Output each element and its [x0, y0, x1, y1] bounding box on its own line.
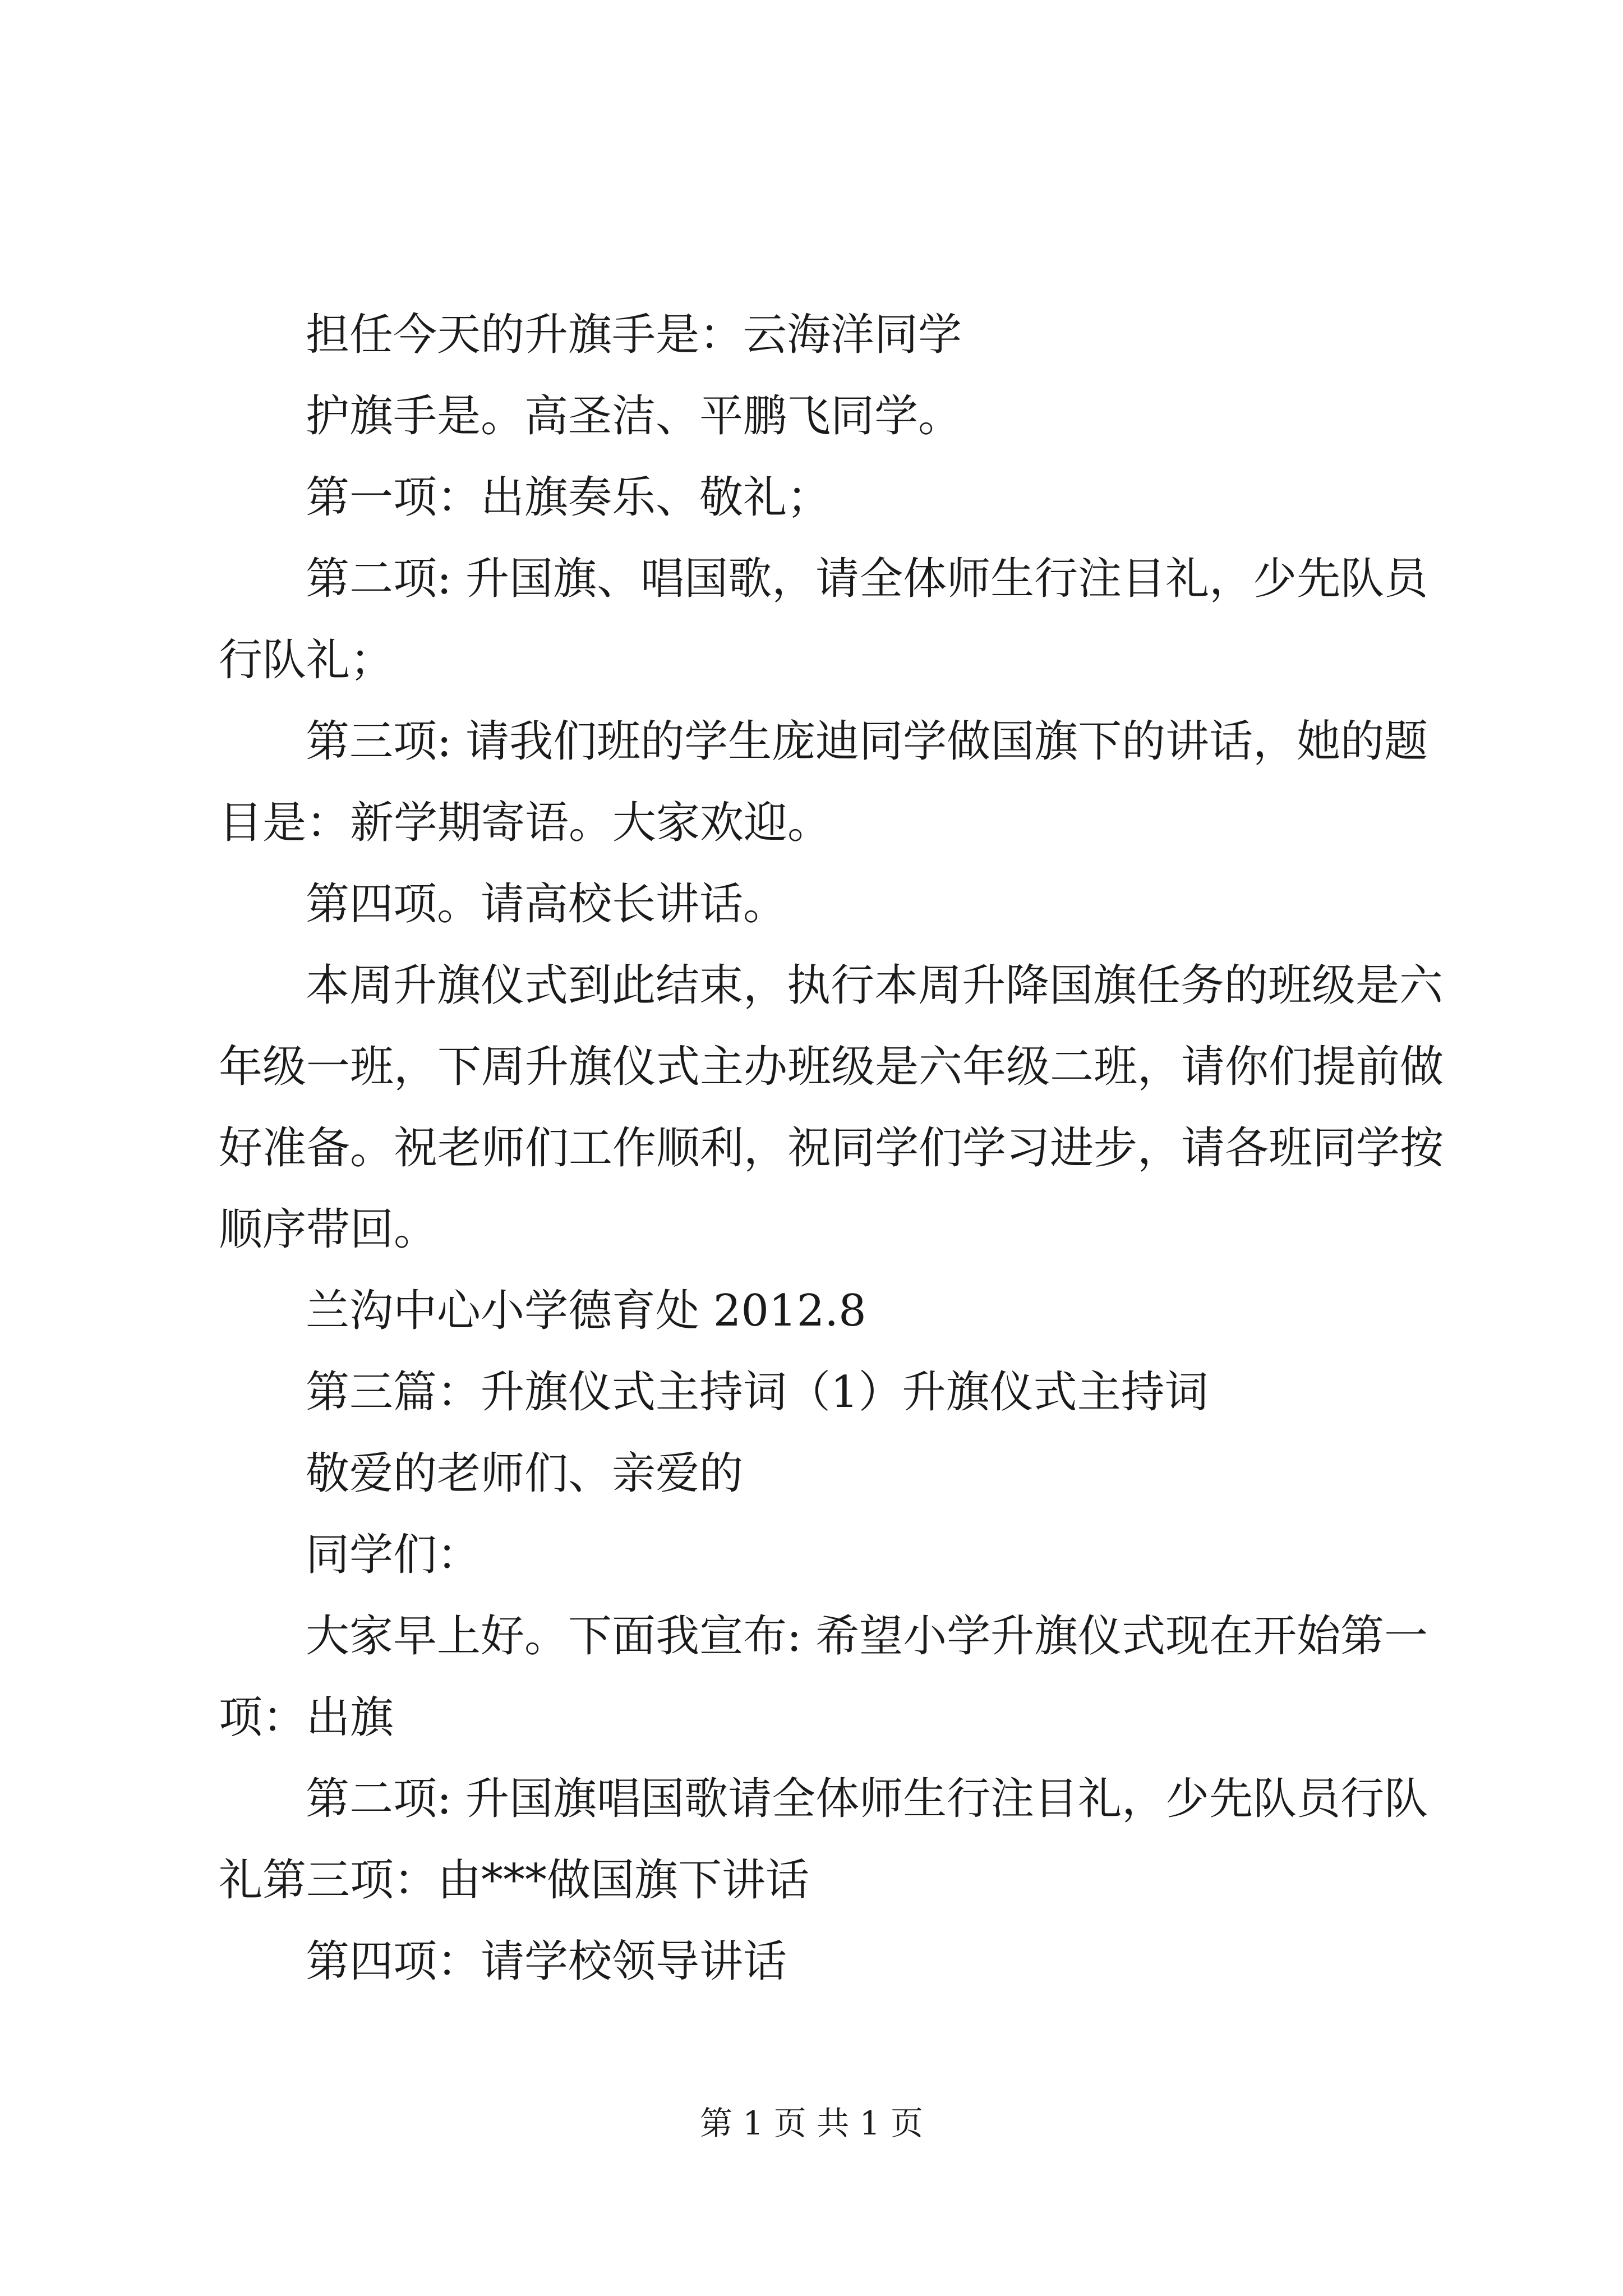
line-11: 好准备。祝老师们工作顺利，祝同学们学习进步，请各班同学按	[219, 1123, 1444, 1174]
line-7: 目是：新学期寄语。大家欢迎。	[219, 798, 832, 848]
line-13: 兰沟中心小学德育处 2012.8	[306, 1286, 866, 1336]
line-1: 担任今天的升旗手是：云海洋同学	[306, 310, 962, 360]
line-14: 第三篇：升旗仪式主持词（1）升旗仪式主持词	[306, 1367, 1209, 1418]
line-9: 本周升旗仪式到此结束，执行本周升降国旗任务的班级是六	[306, 960, 1444, 1011]
line-8: 第四项。请高校长讲话。	[306, 879, 787, 930]
line-10: 年级一班，下周升旗仪式主办班级是六年级二班，请你们提前做	[219, 1042, 1444, 1092]
line-2: 护旗手是。高圣洁、平鹏飞同学。	[306, 391, 962, 441]
line-4: 第二项: 升国旗、唱国歌，请全体师生行注目礼，少先队员	[306, 554, 1428, 604]
line-21: 第四项：请学校领导讲话	[306, 1936, 787, 1987]
line-19: 第二项: 升国旗唱国歌请全体师生行注目礼，少先队员行队	[306, 1774, 1428, 1824]
line-3: 第一项：出旗奏乐、敬礼；	[306, 472, 831, 523]
line-6: 第三项: 请我们班的学生庞迪同学做国旗下的讲话，她的题	[306, 716, 1428, 767]
line-16: 同学们：	[306, 1530, 481, 1580]
line-12: 顺序带回。	[219, 1204, 438, 1255]
line-5: 行队礼；	[219, 635, 394, 685]
line-15: 敬爱的老师们、亲爱的	[306, 1448, 744, 1499]
line-20: 礼第三项：由***做国旗下讲话	[219, 1855, 810, 1906]
page-footer: 第 1 页 共 1 页	[700, 2104, 923, 2142]
line-18: 项：出旗	[219, 1692, 394, 1743]
line-17: 大家早上好。下面我宣布: 希望小学升旗仪式现在开始第一	[306, 1611, 1428, 1662]
